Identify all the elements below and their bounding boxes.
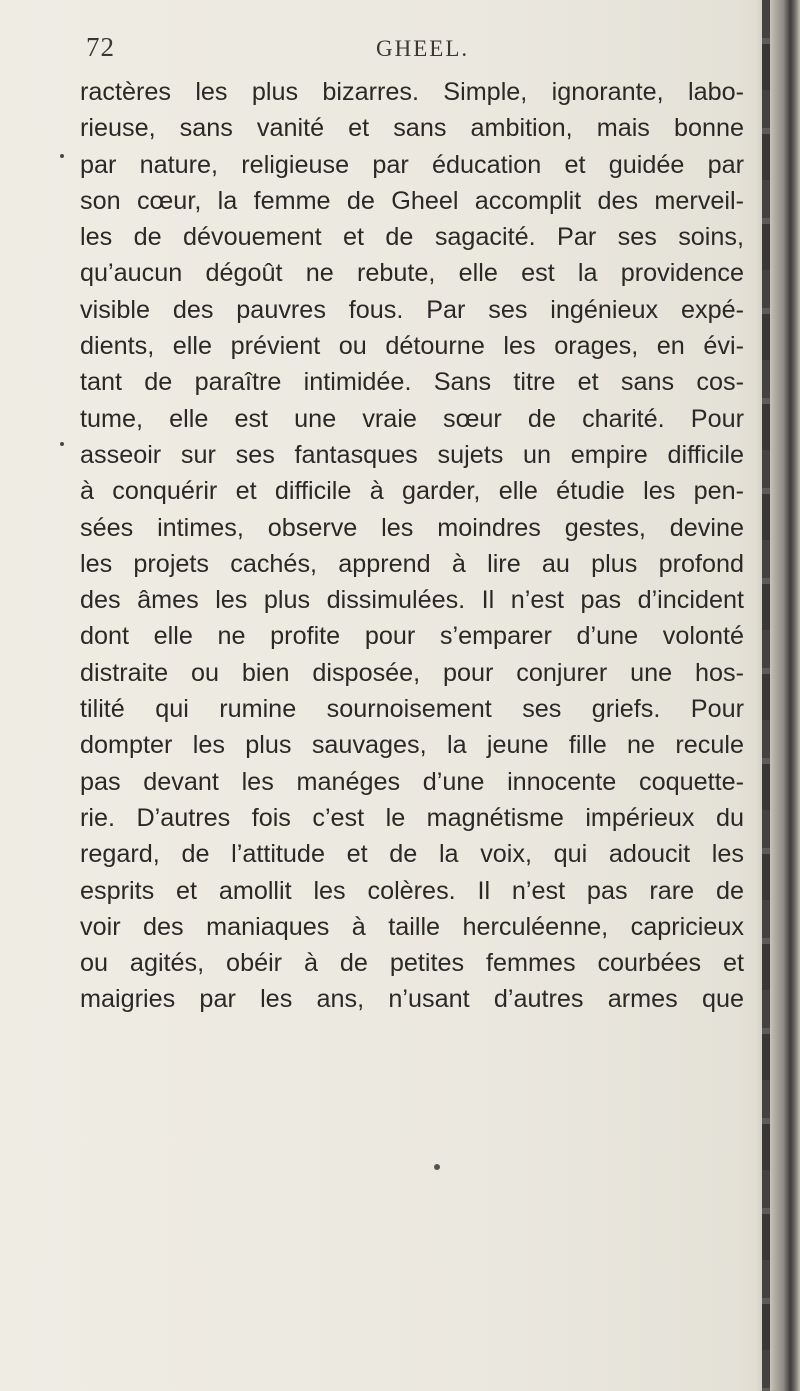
text-line: ractères les plus bizarres. Simple, ignorante, labo- [80, 78, 744, 106]
ink-speck [434, 1164, 440, 1170]
text-line: ou agités, obéir à de petites femmes courbées et [80, 949, 744, 978]
text-line: à conquérir et difficile à garder, elle étudie les pen- [80, 477, 744, 506]
body-text [80, 74, 744, 1018]
text-line: les projets cachés, apprend à lire au plus profond [80, 549, 744, 578]
margin-mark [60, 442, 64, 446]
text-line: son cœur, la femme de Gheel accomplit des merveil- [80, 186, 744, 215]
text-line: qu’aucun dégoût ne rebute, elle est la providence [80, 259, 744, 288]
binding-edge [762, 0, 770, 1391]
text-line: les de dévouement et de sagacité. Par ses soins, [80, 223, 744, 252]
running-title: GHEEL. [376, 36, 470, 61]
text-line: visible des pauvres fous. Par ses ingénieux expé- [80, 295, 744, 324]
text-line: tilité qui rumine sournoisement ses griefs. Pour [80, 695, 744, 724]
text-line: sées intimes, observe les moindres gestes, devine [80, 513, 744, 542]
text-line: tant de paraître intimidée. Sans titre et sans cos- [80, 368, 744, 397]
text-line: dompter les plus sauvages, la jeune fille ne recule [80, 731, 744, 760]
text-line: distraite ou bien disposée, pour conjurer une hos- [80, 658, 744, 687]
text-line: esprits et amollit les colères. Il n’est pas rare de [80, 876, 744, 905]
text-line: des âmes les plus dissimulées. Il n’est pas d’incident [80, 586, 744, 615]
text-line: asseoir sur ses fantasques sujets un empire difficile [80, 440, 744, 469]
text-line: regard, de l’attitude et de la voix, qui adoucit les [80, 840, 744, 869]
page-number: 72 [86, 32, 115, 62]
text-line: rie. D’autres fois c’est le magnétisme impérieux du [80, 803, 744, 832]
text-line: rieuse, sans vanité et sans ambition, mais bonne [80, 114, 744, 143]
text-line: voir des maniaques à taille herculéenne, capricieux [80, 912, 744, 941]
page-header [86, 32, 746, 72]
text-line: tume, elle est une vraie sœur de charité. Pour [80, 404, 744, 433]
text-line: dont elle ne profite pour s’emparer d’une volonté [80, 622, 744, 651]
text-line: maigries par les ans, n’usant d’autres armes que [80, 985, 744, 1014]
text-line: par nature, religieuse par éducation et guidée par [80, 150, 744, 179]
text-line: pas devant les manéges d’une innocente coquette- [80, 767, 744, 796]
margin-mark [60, 154, 64, 158]
text-line: dients, elle prévient ou détourne les orages, en évi- [80, 332, 744, 361]
